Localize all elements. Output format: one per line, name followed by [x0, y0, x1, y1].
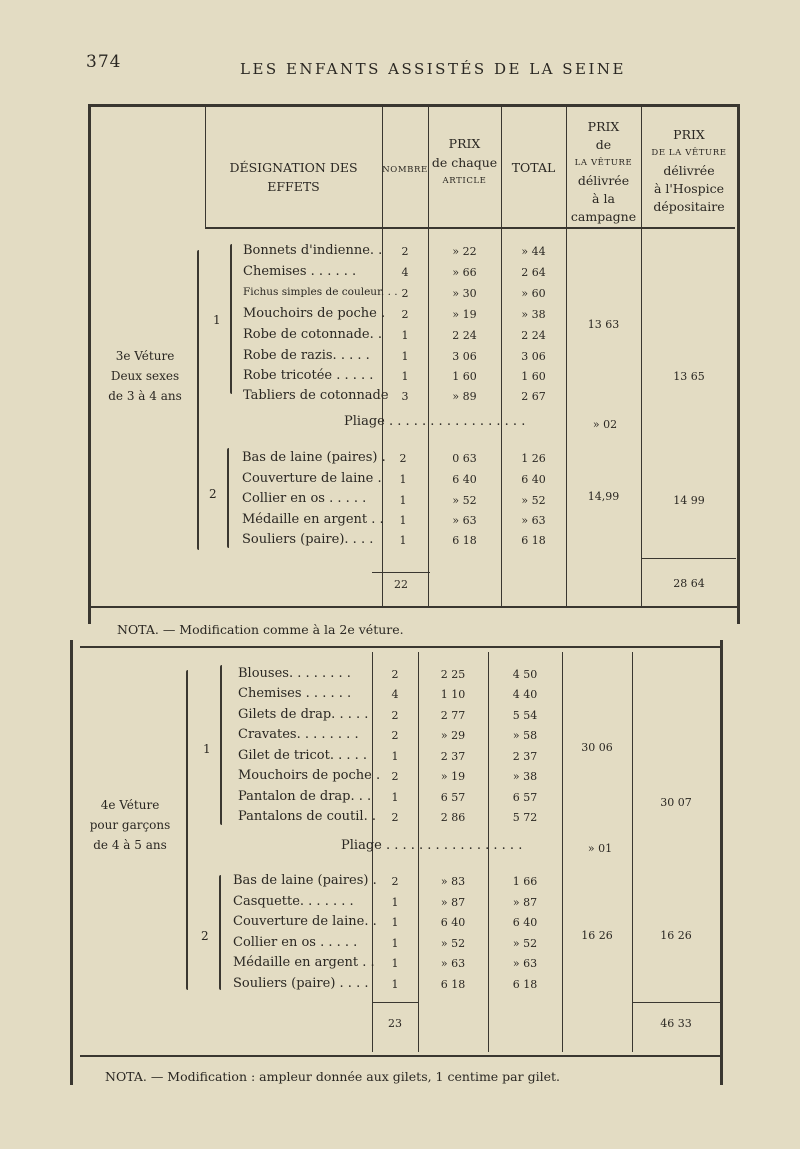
table-row-price: » 63 [440, 957, 466, 970]
table-row-price: 6 40 [452, 473, 477, 486]
table-row-price: 2 24 [452, 329, 477, 342]
section3-group1-brace [230, 244, 232, 394]
table-row-name: Casquette. . . . . . . [233, 894, 354, 909]
header-campagne-l5: à la [592, 191, 615, 206]
section4-group2-campagne: 16 26 [581, 929, 613, 942]
section4-hospice-group2: 16 26 [660, 929, 692, 942]
table-row-price: 0 63 [452, 452, 477, 465]
header-campagne-l4: délivrée [577, 173, 630, 188]
table-row-name: Pantalons de coutil. . [238, 809, 376, 824]
table-row-name: Gilets de drap. . . . . [238, 707, 369, 722]
section3-group2-brace [227, 448, 229, 548]
table-row-total: 6 18 [521, 534, 546, 547]
section4-group1-campagne: 30 06 [581, 741, 613, 754]
table-row-price: » 30 [452, 287, 477, 300]
header-hospice-l3: délivrée [663, 163, 715, 178]
header-prix-article-l3: ARTICLE [442, 176, 487, 186]
table-row-count: 1 [401, 329, 409, 342]
table-row-price: 2 25 [440, 668, 466, 681]
table-row-total: » 52 [521, 494, 546, 507]
section3-total-nombre: 22 [394, 578, 408, 591]
header-prix-article-l1: PRIX [448, 136, 481, 151]
section4-label-l2: pour garçons [89, 818, 171, 832]
table-row-price: » 29 [440, 729, 466, 742]
table-row-total: 6 40 [521, 473, 546, 486]
header-prix-article-l2: de chaque [431, 155, 498, 170]
section4-group2-num: 2 [201, 929, 209, 943]
header-prix-article [428, 134, 501, 191]
table-row-count: 2 [391, 811, 399, 824]
table-row-total: » 44 [521, 245, 546, 258]
table-row-total: » 52 [512, 937, 538, 950]
table-row-price: » 52 [452, 494, 477, 507]
table-row-total: 6 18 [512, 978, 538, 991]
table-row-price: 2 77 [440, 709, 466, 722]
table-row-total: 6 57 [512, 791, 538, 804]
table-row-name: Souliers (paire). . . . [242, 532, 374, 547]
table-row-total: 4 50 [512, 668, 538, 681]
table-row-total: 2 64 [521, 266, 546, 279]
table-row-price: 6 18 [440, 978, 466, 991]
section3-label [95, 346, 195, 406]
table-row-total: » 38 [512, 770, 538, 783]
table-row-price: » 22 [452, 245, 477, 258]
table-row-name: Robe de cotonnade. . [243, 327, 382, 342]
table-row-name: Cravates. . . . . . . . [238, 727, 359, 742]
table-row-price: 6 40 [440, 916, 466, 929]
table-row-name: Couverture de laine. . [233, 914, 377, 929]
table-row-name: Blouses. . . . . . . . [238, 666, 351, 681]
table-row-name: Médaille en argent . . [233, 955, 375, 970]
header-hospice-l4: à l'Hospice [653, 181, 725, 196]
running-head: LES ENFANTS ASSISTÉS DE LA SEINE [240, 60, 626, 78]
section4-label [80, 795, 180, 855]
header-campagne-l6: campagne [570, 209, 637, 224]
table-row-name: Souliers (paire) . . . . [233, 976, 369, 991]
section3-pliage-value: » 02 [592, 418, 618, 431]
table-row-total: 6 40 [512, 916, 538, 929]
table-row-count: 1 [399, 473, 407, 486]
table-row-total: » 58 [512, 729, 538, 742]
section3-label-l1: 3e Véture [115, 349, 175, 363]
table-row-total: » 63 [512, 957, 538, 970]
table-row-price: » 89 [452, 390, 477, 403]
header-prix-campagne [566, 118, 641, 226]
header-prix-hospice [641, 126, 737, 216]
section3-hospice-group2: 14 99 [673, 494, 705, 507]
table-row-total: 3 06 [521, 350, 546, 363]
header-nombre: NOMBRE [382, 165, 428, 175]
table-row-price: » 52 [440, 937, 466, 950]
table-row-name: Mouchoirs de poche . [243, 306, 386, 321]
table-row-count: 2 [401, 245, 409, 258]
table-row-count: 1 [401, 370, 409, 383]
table-row-name: Robe tricotée . . . . . [243, 368, 374, 383]
table-row-total: 2 67 [521, 390, 546, 403]
table-row-price: 1 10 [440, 688, 466, 701]
header-hospice-l5: dépositaire [653, 199, 725, 214]
table-row-count: 3 [401, 390, 409, 403]
table-row-count: 2 [391, 770, 399, 783]
section4-brace [186, 670, 188, 990]
section4-label-l3: de 4 à 5 ans [93, 838, 167, 852]
section3-pliage-label: Pliage . . . . . . . . . . . . . . . . . [344, 414, 526, 429]
table-row-price: » 83 [440, 875, 466, 888]
table-row-count: 2 [391, 709, 399, 722]
section3-brace [197, 250, 199, 550]
section4-hospice-group1: 30 07 [660, 796, 692, 809]
table-row-total: 1 26 [521, 452, 546, 465]
table-row-price: 1 60 [452, 370, 477, 383]
table-row-name: Bonnets d'indienne. . [243, 243, 383, 258]
table-row-count: 4 [391, 688, 399, 701]
table-row-count: 2 [391, 729, 399, 742]
section4-total-hospice: 46 33 [660, 1017, 692, 1030]
table-row-total: » 87 [512, 896, 538, 909]
table-row-count: 2 [399, 452, 407, 465]
table-row-price: » 66 [452, 266, 477, 279]
table-row-name: Médaille en argent . . [242, 512, 384, 527]
table-row-count: 1 [399, 494, 407, 507]
table-row-total: 2 37 [512, 750, 538, 763]
table-row-name: Chemises . . . . . . [238, 686, 352, 701]
table-row-price: 3 06 [452, 350, 477, 363]
table-row-name: Bas de laine (paires) . [242, 450, 386, 465]
table-row-count: 1 [391, 978, 399, 991]
table-row-price: » 63 [452, 514, 477, 527]
table-row-count: 2 [391, 668, 399, 681]
table-row-name: Collier en os . . . . . [233, 935, 358, 950]
section3-total-hospice: 28 64 [673, 577, 705, 590]
table-row-total: 1 60 [521, 370, 546, 383]
table-row-count: 1 [401, 350, 409, 363]
table-row-count: 1 [399, 514, 407, 527]
table-row-total: » 38 [521, 308, 546, 321]
table-row-total: 2 24 [521, 329, 546, 342]
table-row-total: » 63 [521, 514, 546, 527]
table-row-name: Pantalon de drap. . . [238, 789, 372, 804]
header-campagne-l2: de [595, 137, 612, 152]
section4-group1-num: 1 [203, 742, 211, 756]
table-row-total: » 60 [521, 287, 546, 300]
table-row-count: 2 [401, 308, 409, 321]
table-row-name: Bas de laine (paires) . [233, 873, 377, 888]
header-hospice-l2: DE LA VÊTURE [651, 148, 727, 158]
table-row-name: Fichus simples de couleur. . . [243, 286, 398, 298]
page-number: 374 [86, 52, 122, 72]
table-row-price: 2 86 [440, 811, 466, 824]
section3-hospice-group1: 13 65 [673, 370, 705, 383]
section3-group2-num: 2 [209, 487, 217, 501]
section4-total-nombre: 23 [388, 1017, 402, 1030]
section3-label-l3: de 3 à 4 ans [108, 389, 182, 403]
table-row-count: 1 [399, 534, 407, 547]
table-row-total: 4 40 [512, 688, 538, 701]
header-total: TOTAL [511, 160, 556, 175]
table-row-total: 1 66 [512, 875, 538, 888]
table-row-name: Tabliers de cotonnade [243, 388, 389, 403]
table-row-name: Couverture de laine . [242, 471, 382, 486]
table-row-count: 2 [401, 287, 409, 300]
section3-group1-num: 1 [213, 313, 221, 327]
table-row-price: » 19 [440, 770, 466, 783]
header-hospice-l1: PRIX [673, 127, 705, 142]
table-row-name: Gilet de tricot. . . . . [238, 748, 368, 763]
section4-label-l1: 4e Véture [100, 798, 160, 812]
table-row-price: » 19 [452, 308, 477, 321]
table-row-name: Robe de razis. . . . . [243, 348, 370, 363]
table-row-price: 6 57 [440, 791, 466, 804]
table-row-count: 1 [391, 896, 399, 909]
table-row-total: 5 72 [512, 811, 538, 824]
section4-nota: NOTA. — Modification : ampleur donnée aux gilets, 1 centime par gilet. [105, 1069, 560, 1084]
table-row-count: 4 [401, 266, 409, 279]
section4-pliage-label: Pliage . . . . . . . . . . . . . . . . . [341, 838, 523, 853]
section4-group2-brace [219, 875, 221, 990]
table-row-total: 5 54 [512, 709, 538, 722]
header-campagne-l1: PRIX [587, 119, 620, 134]
table-row-name: Collier en os . . . . . [242, 491, 367, 506]
table-row-price: 2 37 [440, 750, 466, 763]
section3-nota: NOTA. — Modification comme à la 2e véture. [117, 622, 404, 637]
table-row-count: 1 [391, 957, 399, 970]
table-row-name: Chemises . . . . . . [243, 264, 357, 279]
section4-group1-brace [220, 665, 222, 825]
table-row-price: » 87 [440, 896, 466, 909]
table-row-count: 1 [391, 916, 399, 929]
table-row-count: 1 [391, 750, 399, 763]
header-designation: DÉSIGNATION DES EFFETS [229, 160, 358, 194]
table-row-count: 2 [391, 875, 399, 888]
section4-pliage-value: » 01 [587, 842, 613, 855]
table-row-count: 1 [391, 937, 399, 950]
table-row-name: Mouchoirs de poche . [238, 768, 381, 783]
section3-group2-campagne: 14,99 [587, 490, 620, 503]
table-row-count: 1 [391, 791, 399, 804]
table-row-price: 6 18 [452, 534, 477, 547]
header-campagne-l3: LA VÊTURE [574, 158, 633, 168]
section3-group1-campagne: 13 63 [587, 318, 620, 331]
section3-label-l2: Deux sexes [110, 369, 180, 383]
